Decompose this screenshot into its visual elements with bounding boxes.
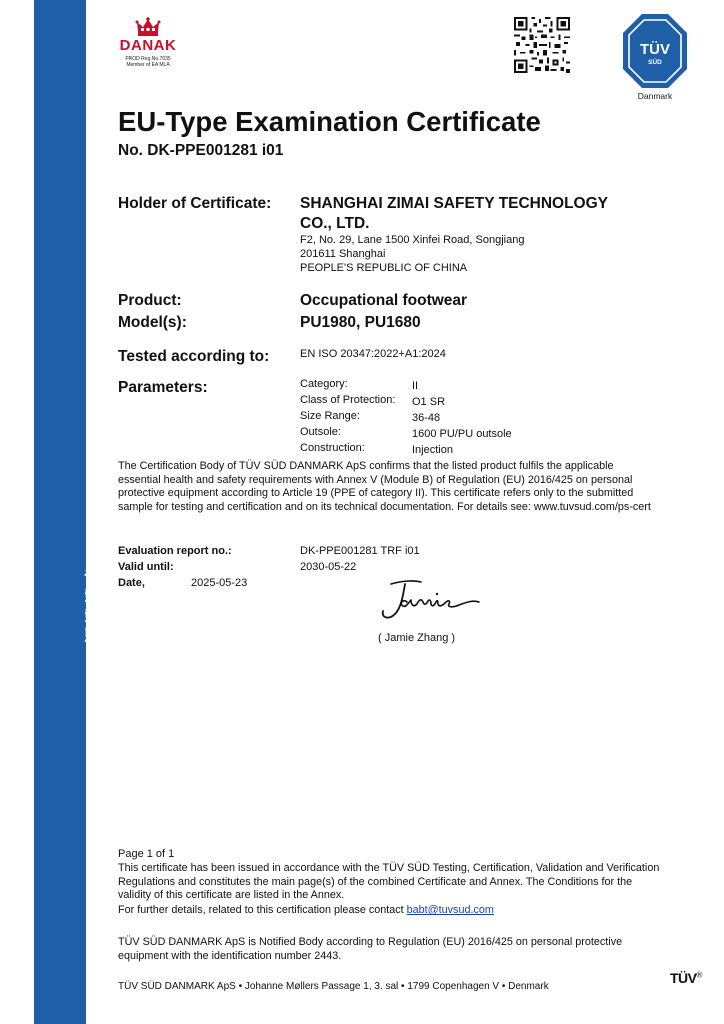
certificate-sidebar: [34, 0, 104, 1024]
certificate-title: EU-Type Examination Certificate: [118, 106, 541, 137]
holder-name-line1: SHANGHAI ZIMAI SAFETY TECHNOLOGY: [300, 195, 609, 212]
footer-tuv-mark: TÜV®: [670, 970, 702, 986]
danak-subtext: PROD Reg.No.7035 Member of EA MLA: [125, 56, 171, 68]
tested-label: Tested according to:: [118, 348, 270, 365]
signer-name: ( Jamie Zhang ): [378, 632, 456, 644]
danak-wordmark: DANAK: [119, 37, 177, 54]
product-label: Product:: [118, 292, 182, 309]
danak-logo: [113, 16, 183, 72]
param-value: 1600 PU/PU outsole: [412, 428, 512, 440]
sidebar-text: ZERTIFIKAT ◆ CERTIFICATE ◆ 認證證書 ◆ СЕРТИФИКАТ ◆ CERTIFICADO ◆ CERTIFICAT: [84, 48, 104, 976]
svg-text:SÜD: SÜD: [648, 59, 662, 66]
param-name: Category:: [300, 378, 348, 390]
param-name: Outsole:: [300, 426, 341, 438]
holder-address-line2: 201611 Shanghai: [300, 248, 386, 260]
param-value: O1 SR: [412, 396, 446, 408]
param-name: Construction:: [300, 442, 365, 454]
holder-address-line3: PEOPLE'S REPUBLIC OF CHINA: [300, 262, 468, 274]
certificate-number: No. DK-PPE001281 i01: [118, 142, 284, 159]
date-value: 2025-05-23: [191, 577, 248, 589]
evaluation-report-value: DK-PPE001281 TRF i01: [300, 545, 420, 557]
holder-label: Holder of Certificate:: [118, 195, 272, 212]
param-value: II: [412, 380, 419, 392]
signature-image: [375, 578, 485, 624]
footer-address: TÜV SÜD DANMARK ApS • Johanne Møllers Passage 1, 3. sal • 1799 Copenhagen V • Denmark: [118, 981, 549, 992]
contact-line: [118, 904, 494, 916]
qr-code-icon[interactable]: [514, 17, 570, 73]
tested-value: EN ISO 20347:2022+A1:2024: [300, 348, 446, 360]
validity-notice: This certificate has been issued in accordance with the TÜV SÜD Testing, Certification, Validation and Verification Regulations and constitutes the main page(s) of the combined Certificate and Annex. The Conditions for the validity of this certificate are listed in the Annex.: [118, 862, 660, 901]
contact-email-link[interactable]: babt@tuvsud.com: [406, 904, 494, 916]
parameters-label: Parameters:: [118, 379, 208, 396]
holder-address-line1: F2, No. 29, Lane 1500 Xinfei Road, Songjiang: [300, 234, 525, 246]
notified-body-statement: TÜV SÜD DANMARK ApS is Notified Body according to Regulation (EU) 2016/425 on personal protective equipment with the identification number 2443.: [118, 936, 623, 962]
valid-until-value: 2030-05-22: [300, 561, 357, 573]
product-value: Occupational footwear: [300, 292, 468, 309]
tuv-country: Danmark: [637, 91, 673, 101]
date-label: Date,: [118, 577, 145, 589]
contact-prefix: For further details, related to this certification please contact: [118, 904, 407, 916]
crown-icon: [135, 16, 161, 38]
certification-statement: The Certification Body of TÜV SÜD DANMARK ApS confirms that the listed product fulfils the applicable essential health and safety requirements with Annex V (Module B) of Regulation (EU) 2016/425 on personal protective equipment according to Article 19 (PPE of category II). This certificate refers only to the submitted sample for testing and certification and on its technical documentation. For details see: www.tuvsud.com/ps-cert: [118, 460, 651, 513]
holder-name-line2: CO., LTD.: [300, 215, 370, 232]
param-name: Class of Protection:: [300, 394, 396, 406]
evaluation-report-label: Evaluation report no.:: [118, 545, 232, 557]
models-label: Model(s):: [118, 314, 187, 331]
param-value: Injection: [412, 444, 453, 456]
valid-until-label: Valid until:: [118, 561, 174, 573]
param-name: Size Range:: [300, 410, 360, 422]
param-value: 36-48: [412, 412, 441, 424]
tuv-sud-logo: [622, 13, 688, 101]
tuv-octagon-icon: [622, 13, 688, 89]
svg-text:TÜV: TÜV: [640, 41, 670, 58]
page-number: Page 1 of 1: [118, 848, 175, 860]
models-value: PU1980, PU1680: [300, 314, 421, 331]
